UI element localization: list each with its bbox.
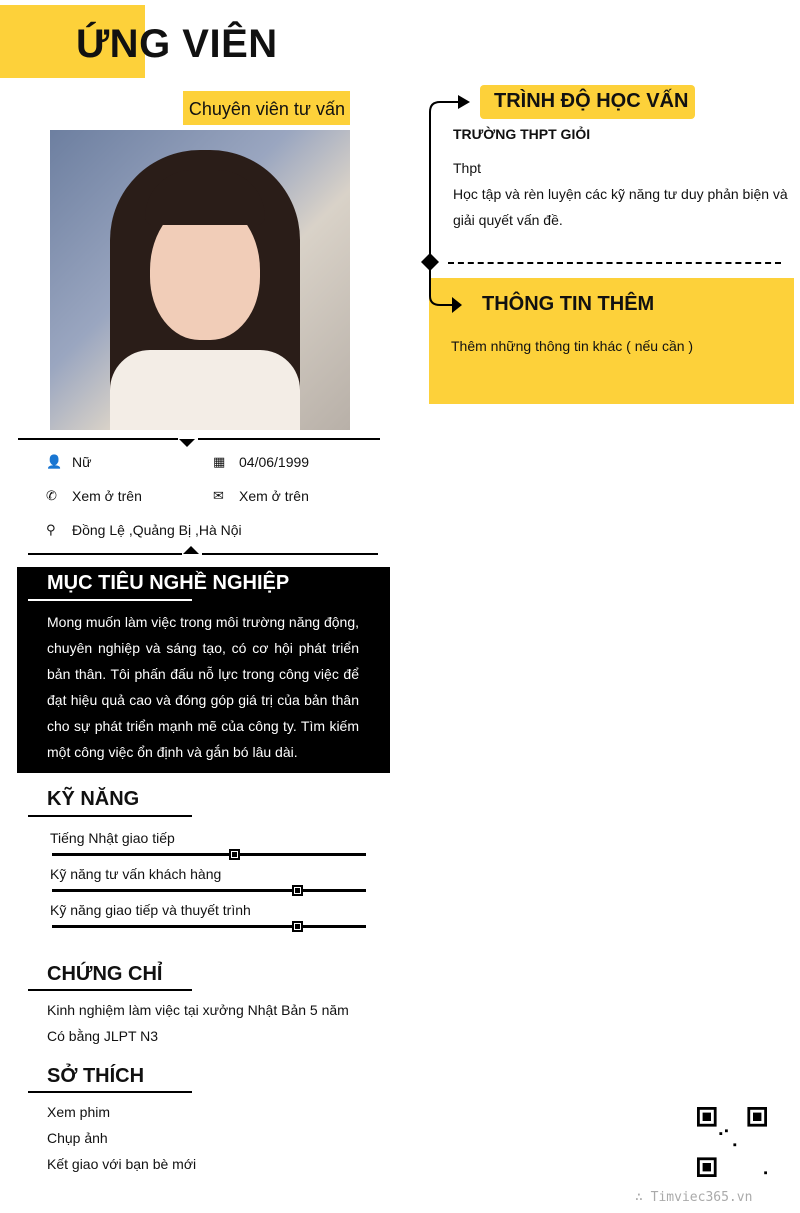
career-objective-section [17,567,390,773]
hobbies-list [47,1099,196,1177]
list-item: Kết giao với bạn bè mới [47,1156,197,1172]
extra-info-text: Thêm những thông tin khác ( nếu cần ) [451,338,694,354]
list-item: Chụp ảnh [47,1130,108,1146]
section-title: CHỨNG CHỈ [47,963,163,985]
education-level: Thpt [453,160,482,176]
map-pin-icon: ⚲ [46,522,56,537]
divider-arrow-icon [183,546,199,554]
divider [202,553,378,555]
certificates-list [47,997,349,1049]
section-title: KỸ NĂNG [47,788,140,810]
skill-label: Tiếng Nhật giao tiếp [50,830,175,846]
objective-text: Mong muốn làm việc trong môi trường năng động, chuyên nghiệp và sáng tạo, có cơ hội phát triển bản thân. Tôi phấn đấu nỗ lực trong công việc để đạt hiệu quả cao và đóng góp giá trị của bản thân cho sự phát triển mạnh mẽ của công ty. Tìm kiếm một công việc ổn định và gắn bó lâu dài. [47,614,359,760]
list-item: Có bằng JLPT N3 [47,1028,159,1044]
address-row: ⚲ Đồng Lệ ,Quảng Bị ,Hà Nội [46,522,242,538]
title-underline [28,989,192,991]
skill-level-knob [229,849,240,860]
dashed-divider [448,262,781,264]
divider [198,438,380,440]
skill-level-track [52,925,366,928]
email-row: ✉ Xem ở trên [213,488,309,504]
list-item: Xem phim [47,1104,111,1120]
skill-label: Kỹ năng tư vấn khách hàng [50,866,222,882]
skill-level-track [52,853,366,856]
birthday-row: ▦ 04/06/1999 [213,454,310,470]
brand-watermark: ∴ Timviec365.vn [635,1190,753,1205]
divider [28,553,182,555]
candidate-name: ỨNG VIÊN [76,22,278,66]
skill-label: Kỹ năng giao tiếp và thuyết trình [50,902,251,918]
timeline-connector-overlay [418,90,478,320]
title-underline [28,1091,192,1093]
section-title: THÔNG TIN THÊM [482,293,655,315]
skill-level-track [52,889,366,892]
gender-row: 👤 Nữ [46,454,92,470]
job-title: Chuyên viên tư vấn [183,91,350,125]
envelope-icon: ✉ [213,488,224,503]
user-icon: 👤 [46,454,63,469]
education-description: Học tập và rèn luyện các kỹ năng tư duy phản biện và giải quyết vấn đề. [453,186,788,228]
phone-row: ✆ Xem ở trên [46,488,142,504]
section-title: SỞ THÍCH [47,1065,145,1087]
phone-icon: ✆ [46,488,57,503]
calendar-icon: ▦ [213,454,226,469]
list-item: Kinh nghiệm làm việc tại xưởng Nhật Bản 5 năm [47,1002,349,1018]
title-underline [28,815,192,817]
qr-code [697,1107,767,1177]
profile-photo [50,130,350,430]
divider [18,438,178,440]
title-underline [28,599,192,601]
skill-level-knob [292,921,303,932]
divider-arrow-icon [179,439,195,447]
section-title: MỤC TIÊU NGHỀ NGHIỆP [47,572,290,594]
section-title: TRÌNH ĐỘ HỌC VẤN [494,90,689,112]
school-name: TRƯỜNG THPT GIỎI [453,126,591,142]
skill-level-knob [292,885,303,896]
